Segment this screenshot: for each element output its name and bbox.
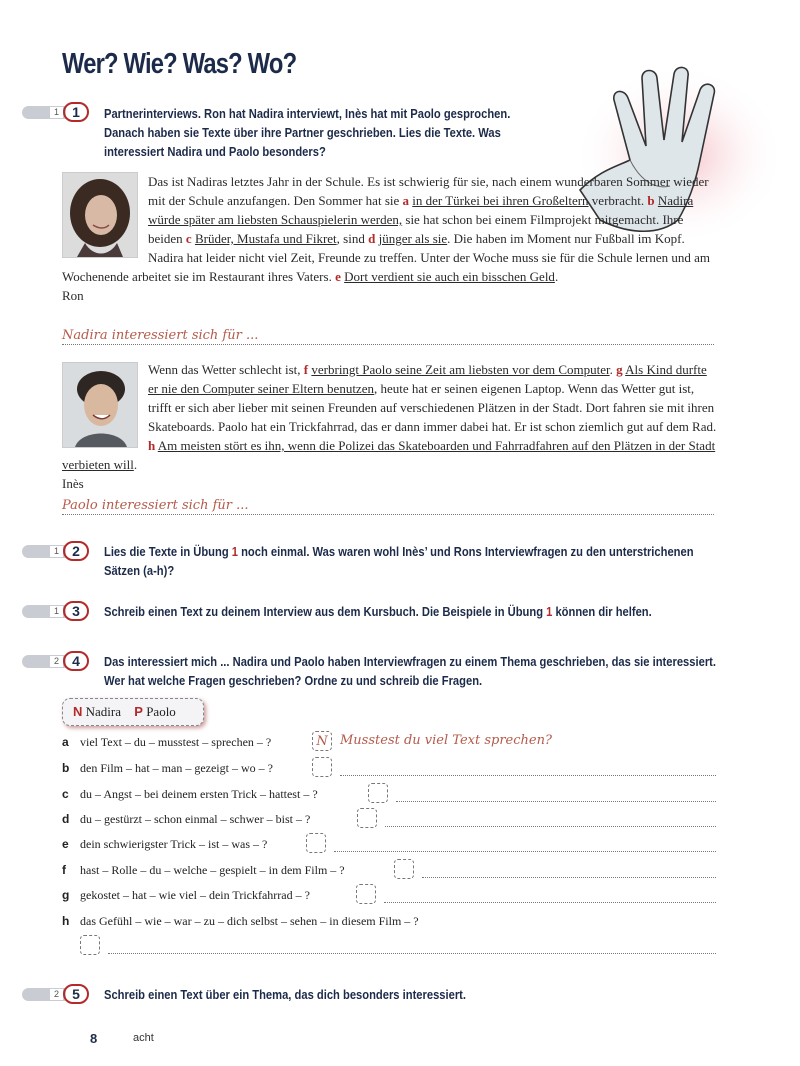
- answer-line[interactable]: [340, 774, 716, 776]
- answer-line[interactable]: [384, 901, 716, 903]
- level-tag: 1: [22, 106, 66, 119]
- level-tag: 2: [22, 988, 66, 1001]
- exercise-1-instruction: Partnerinterviews. Ron hat Nadira interviewt, Inès hat mit Paolo gesprochen. Danach haben sie Texte über ihre Partner geschrieben. Lies die Texte. Was interessiert Nadira und Paolo besonders?: [104, 106, 511, 159]
- answer-line[interactable]: [385, 825, 716, 827]
- page-title: Wer? Wie? Was? Wo?: [62, 48, 297, 80]
- list-item: g gekostet – hat – wie viel – dein Trickfahrrad – ?: [62, 888, 310, 902]
- exercise-4-instruction: Das interessiert mich ... Nadira und Paolo haben Interviewfragen zu einem Thema geschrieben, das sie interessiert. Wer hat welche Fragen geschrieben? Ordne zu und schreib die Fragen.: [104, 654, 716, 688]
- paolo-text: Wenn das Wetter schlecht ist, f verbringt Paolo seine Zeit am liebsten vor dem Computer. g Als Kind durfte er nie den Computer seiner Eltern benutzen, heute hat er seinen eigenen Laptop. Wenn das Wetter gut ist, trifft er sich aber lieber mit seinen Freunden auf verschiedenen Plätzen in der Stadt. Dort fahren sie mit ihren Skateboards. Paolo hat ein Trickfahrrad, das er dann immer dabei hat. Er ist schon ziemlich gut auf dem Rad. h Am meisten stört es ihn, wenn die Polizei das Skateboarden und Fahrradfahren auf den Plätzen in der Stadt verbieten will. Inès: [62, 362, 717, 491]
- list-item: e dein schwierigster Trick – ist – was – ?: [62, 837, 268, 851]
- answer-line: [62, 513, 714, 515]
- exercise-2-instruction: Lies die Texte in Übung 1 noch einmal. Was waren wohl Inès’ und Rons Interviewfragen zu den unterstrichenen Sätzen (a-h)?: [104, 544, 694, 578]
- answer-box[interactable]: [394, 859, 414, 879]
- legend-box: N Nadira P Paolo: [62, 698, 204, 726]
- exercise-number: 3: [63, 601, 89, 621]
- exercise-number: 4: [63, 651, 89, 671]
- list-item: f hast – Rolle – du – welche – gespielt – in dem Film – ?: [62, 863, 345, 877]
- answer-box[interactable]: [368, 783, 388, 803]
- list-item: c du – Angst – bei deinem ersten Trick – hattest – ?: [62, 787, 318, 801]
- answer-box[interactable]: [356, 884, 376, 904]
- list-item: d du – gestürzt – schon einmal – schwer – bist – ?: [62, 812, 311, 826]
- level-tag: 1: [22, 605, 66, 618]
- level-tag: 2: [22, 655, 66, 668]
- exercise-number: 5: [63, 984, 89, 1004]
- answer-box[interactable]: [306, 833, 326, 853]
- list-item: a viel Text – du – musstest – sprechen – ?: [62, 735, 272, 749]
- page-word: acht: [133, 1032, 154, 1044]
- answer-line: [62, 343, 714, 345]
- page-number: 8: [90, 1031, 98, 1046]
- answer-line[interactable]: [422, 876, 716, 878]
- answer-line[interactable]: [396, 800, 716, 802]
- exercise-3-instruction: Schreib einen Text zu deinem Interview aus dem Kursbuch. Die Beispiele in Übung 1 können dir helfen.: [104, 604, 652, 619]
- level-tag: 1: [22, 545, 66, 558]
- exercise-number: 1: [63, 102, 89, 122]
- list-item: b den Film – hat – man – gezeigt – wo – ?: [62, 761, 273, 775]
- paolo-answer: Paolo interessiert sich für ...: [62, 498, 249, 513]
- answer-box[interactable]: [312, 757, 332, 777]
- exercise-number: 2: [63, 541, 89, 561]
- answer-box[interactable]: [80, 935, 100, 955]
- nadira-answer: Nadira interessiert sich für ...: [62, 328, 259, 343]
- exercise-5-instruction: Schreib einen Text über ein Thema, das dich besonders interessiert.: [104, 987, 467, 1002]
- answer-box[interactable]: N: [312, 731, 332, 751]
- list-item: h das Gefühl – wie – war – zu – dich selbst – sehen – in diesem Film – ?: [62, 914, 419, 928]
- nadira-author: Ron: [62, 288, 84, 303]
- nadira-text: Das ist Nadiras letztes Jahr in der Schule. Es ist schwierig für sie, nach einem wunderbaren Sommer wieder mit der Schule anzufangen. Den Sommer hat sie a in der Türkei bei ihren Großeltern verbracht. b Nadira würde später am liebsten Schauspielerin werden, sie hat schon bei einem Filmprojekt mitgemacht. Ihre beiden c Brüder, Mustafa und Fikret, sind d jünger als sie. Die haben im Moment nur Fußball im Kopf. Nadira hat leider nicht viel Zeit, Freunde zu treffen. Unter der Woche muss sie für die Schule lernen und am Wochenende arbeitet sie im Restaurant ihres Vaters. e Dort verdient sie auch ein bisschen Geld. Ron: [62, 172, 718, 305]
- item-answer: Musstest du viel Text sprechen?: [340, 733, 552, 748]
- answer-box[interactable]: [357, 808, 377, 828]
- answer-line[interactable]: [334, 850, 716, 852]
- answer-line[interactable]: [108, 952, 716, 954]
- paolo-author: Inès: [62, 476, 84, 491]
